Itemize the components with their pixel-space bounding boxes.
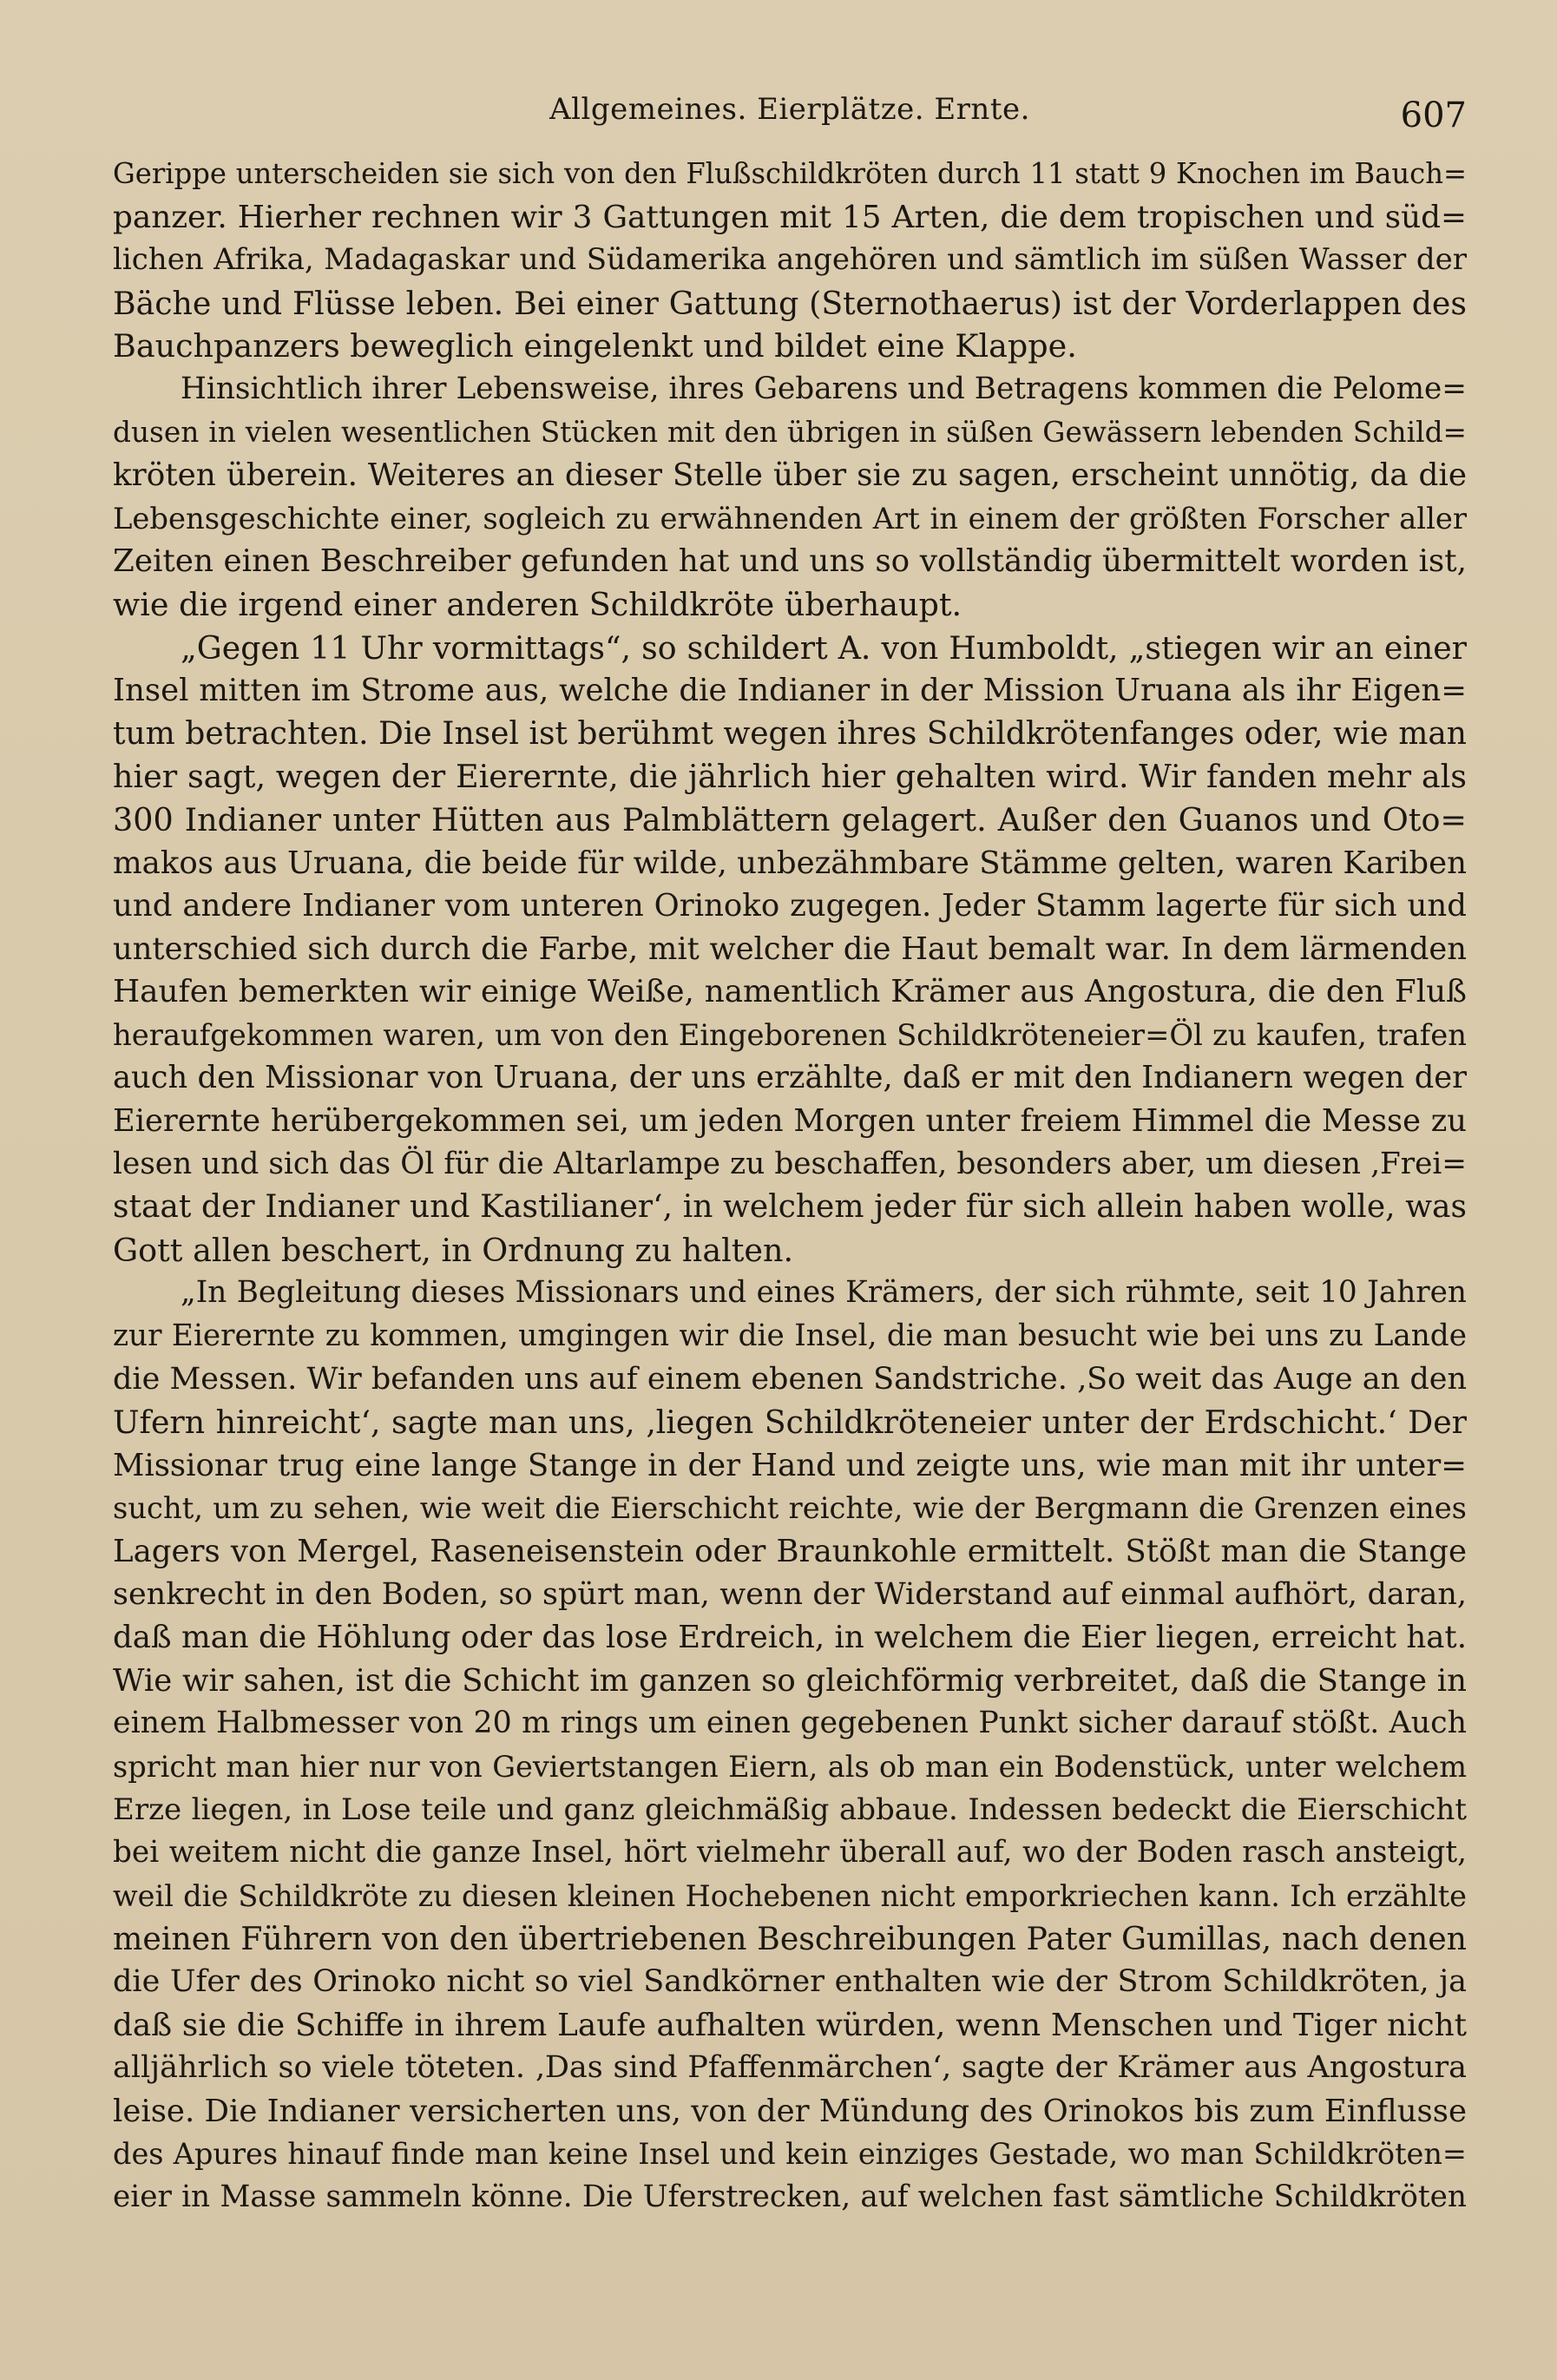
text-line: Bauchpanzers beweglich eingelenkt und bildet eine Klappe. <box>113 327 1077 365</box>
text-line: Hinsichtlich ihrer Lebensweise, ihres Gebarens und Betragens kommen die Pelome= <box>181 371 1467 406</box>
text-line: senkrecht in den Boden, so spürt man, wenn der Widerstand auf einmal aufhört, daran, <box>113 1576 1467 1612</box>
text-line: des Apures hinauf finde man keine Insel und kein einziges Gestade, wo man Schildkröten= <box>113 2137 1467 2172</box>
text-line: Lagers von Mergel, Raseneisenstein oder Braunkohle ermittelt. Stößt man die Stange <box>113 1534 1467 1569</box>
text-line: leise. Die Indianer versicherten uns, von der Mündung des Orinokos bis zum Einflusse <box>113 2093 1467 2129</box>
text-line: und andere Indianer vom unteren Orinoko zugegen. Jeder Stamm lagerte für sich und <box>113 888 1467 924</box>
text-line: zur Eierernte zu kommen, umgingen wir die Insel, die man besucht wie bei uns zu Lande <box>113 1318 1467 1354</box>
text-line: die Messen. Wir befanden uns auf einem ebenen Sandstriche. ‚So weit das Auge an den <box>113 1361 1467 1397</box>
text-line: Gerippe unterscheiden sie sich von den Flußschildkröten durch 11 statt 9 Knochen im Bauch= <box>113 157 1467 190</box>
text-line: auch den Missionar von Uruana, der uns erzählte, daß er mit den Indianern wegen der <box>113 1060 1467 1096</box>
text-line: „In Begleitung dieses Missionars und eines Krämers, der sich rühmte, seit 10 Jahren <box>181 1275 1467 1311</box>
text-line: einem Halbmesser von 20 m rings um einen gegebenen Punkt sicher darauf stößt. Auch <box>113 1706 1467 1741</box>
text-line: Bäche und Flüsse leben. Bei einer Gattung (Sternothaerus) ist der Vorderlappen des <box>113 284 1467 322</box>
text-line: bei weitem nicht die ganze Insel, hört vielmehr überall auf, wo der Boden rasch ansteigt, <box>113 1835 1467 1870</box>
text-line: daß man die Höhlung oder das lose Erdreich, in welchem die Eier liegen, erreicht hat. <box>113 1620 1467 1656</box>
text-line: eier in Masse sammeln könne. Die Uferstrecken, auf welchen fast sämtliche Schildkröten <box>113 2179 1467 2214</box>
text-line: Gott allen beschert, in Ordnung zu halten. <box>113 1231 794 1269</box>
text-line: Zeiten einen Beschreiber gefunden hat und uns so vollständig übermittelt worden ist, <box>113 543 1467 580</box>
body-text <box>113 153 1467 2219</box>
text-line: die Ufer des Orinoko nicht so viel Sandkörner enthalten wie der Strom Schildkröten, ja <box>113 1963 1467 1999</box>
text-line: alljährlich so viele töteten. ‚Das sind Pfaffenmärchen‘, sagte der Krämer aus Angostura <box>113 2050 1467 2086</box>
text-line: 300 Indianer unter Hütten aus Palmblättern gelagert. Außer den Guanos und Oto= <box>113 800 1467 838</box>
running-head: Allgemeines. Eierplätze. Ernte. <box>549 92 1030 127</box>
text-line: Haufen bemerkten wir einige Weiße, namentlich Krämer aus Angostura, die den Fluß <box>113 974 1467 1010</box>
text-line: lesen und sich das Öl für die Altarlampe zu beschaffen, besonders aber, um diesen ‚Frei= <box>113 1146 1467 1181</box>
text-line: Erze liegen, in Lose teile und ganz gleichmäßig abbaue. Indessen bedeckt die Eierschicht <box>113 1792 1467 1827</box>
text-line: staat der Indianer und Kastilianer‘, in welchem jeder für sich allein haben wolle, was <box>113 1189 1467 1226</box>
text-line: Ufern hinreicht‘, sagte man uns, ‚liegen Schildkröteneier unter der Erdschicht.‘ Der <box>113 1404 1467 1442</box>
text-line: Wie wir sahen, ist die Schicht im ganzen so gleichförmig verbreitet, daß die Stange in <box>113 1662 1467 1699</box>
paragraph <box>113 1272 1467 2219</box>
text-line: Lebensgeschichte einer, sogleich zu erwähnenden Art in einem der größten Forscher aller <box>113 501 1467 536</box>
text-line: weil die Schildkröte zu diesen kleinen Hochebenen nicht emporkriechen kann. Ich erzählte <box>113 1878 1467 1913</box>
page-number: 607 <box>1400 95 1467 135</box>
text-line: dusen in vielen wesentlichen Stücken mit den übrigen in süßen Gewässern lebenden Schild= <box>113 415 1467 449</box>
text-line: sucht, um zu sehen, wie weit die Eierschicht reichte, wie der Bergmann die Grenzen eines <box>113 1491 1467 1526</box>
text-line: spricht man hier nur von Geviertstangen Eiern, als ob man ein Bodenstück, unter welchem <box>113 1749 1467 1784</box>
text-line: makos aus Uruana, die beide für wilde, unbezähmbare Stämme gelten, waren Kariben <box>113 845 1467 881</box>
text-line: unterschied sich durch die Farbe, mit welcher die Haut bemalt war. In dem lärmenden <box>113 930 1467 967</box>
text-line: meinen Führern von den übertriebenen Beschreibungen Pater Gumillas, nach denen <box>113 1920 1467 1958</box>
text-line: lichen Afrika, Madagaskar und Südamerika angehören und sämtlich im süßen Wasser der <box>113 242 1467 278</box>
text-line: wie die irgend einer anderen Schildkröte überhaupt. <box>113 585 962 623</box>
text-line: daß sie die Schiffe in ihrem Laufe aufhalten würden, wenn Menschen und Tiger nicht <box>113 2007 1467 2043</box>
text-line: „Gegen 11 Uhr vormittags“, so schildert A. von Humboldt, „stiegen wir an einer <box>181 628 1467 667</box>
paragraph <box>113 627 1467 1272</box>
text-line: tum betrachten. Die Insel ist berühmt wegen ihres Schildkrötenfanges oder, wie man <box>113 715 1467 752</box>
text-line: heraufgekommen waren, um von den Eingeborenen Schildkröteneier=Öl zu kaufen, trafen <box>113 1017 1467 1052</box>
paragraph <box>113 153 1467 368</box>
text-line: panzer. Hierher rechnen wir 3 Gattungen mit 15 Arten, die dem tropischen und süd= <box>113 199 1467 235</box>
paragraph <box>113 368 1467 627</box>
page-header <box>113 87 1467 139</box>
text-line: Insel mitten im Strome aus, welche die Indianer in der Mission Uruana als ihr Eigen= <box>113 673 1467 709</box>
text-line: hier sagt, wegen der Eierernte, die jährlich hier gehalten wird. Wir fanden mehr als <box>113 758 1467 796</box>
text-line: kröten überein. Weiteres an dieser Stelle über sie zu sagen, erscheint unnötig, da die <box>113 457 1467 494</box>
text-line: Missionar trug eine lange Stange in der Hand und zeigte uns, wie man mit ihr unter= <box>113 1447 1467 1483</box>
text-line: Eierernte herübergekommen sei, um jeden Morgen unter freiem Himmel die Messe zu <box>113 1103 1467 1140</box>
